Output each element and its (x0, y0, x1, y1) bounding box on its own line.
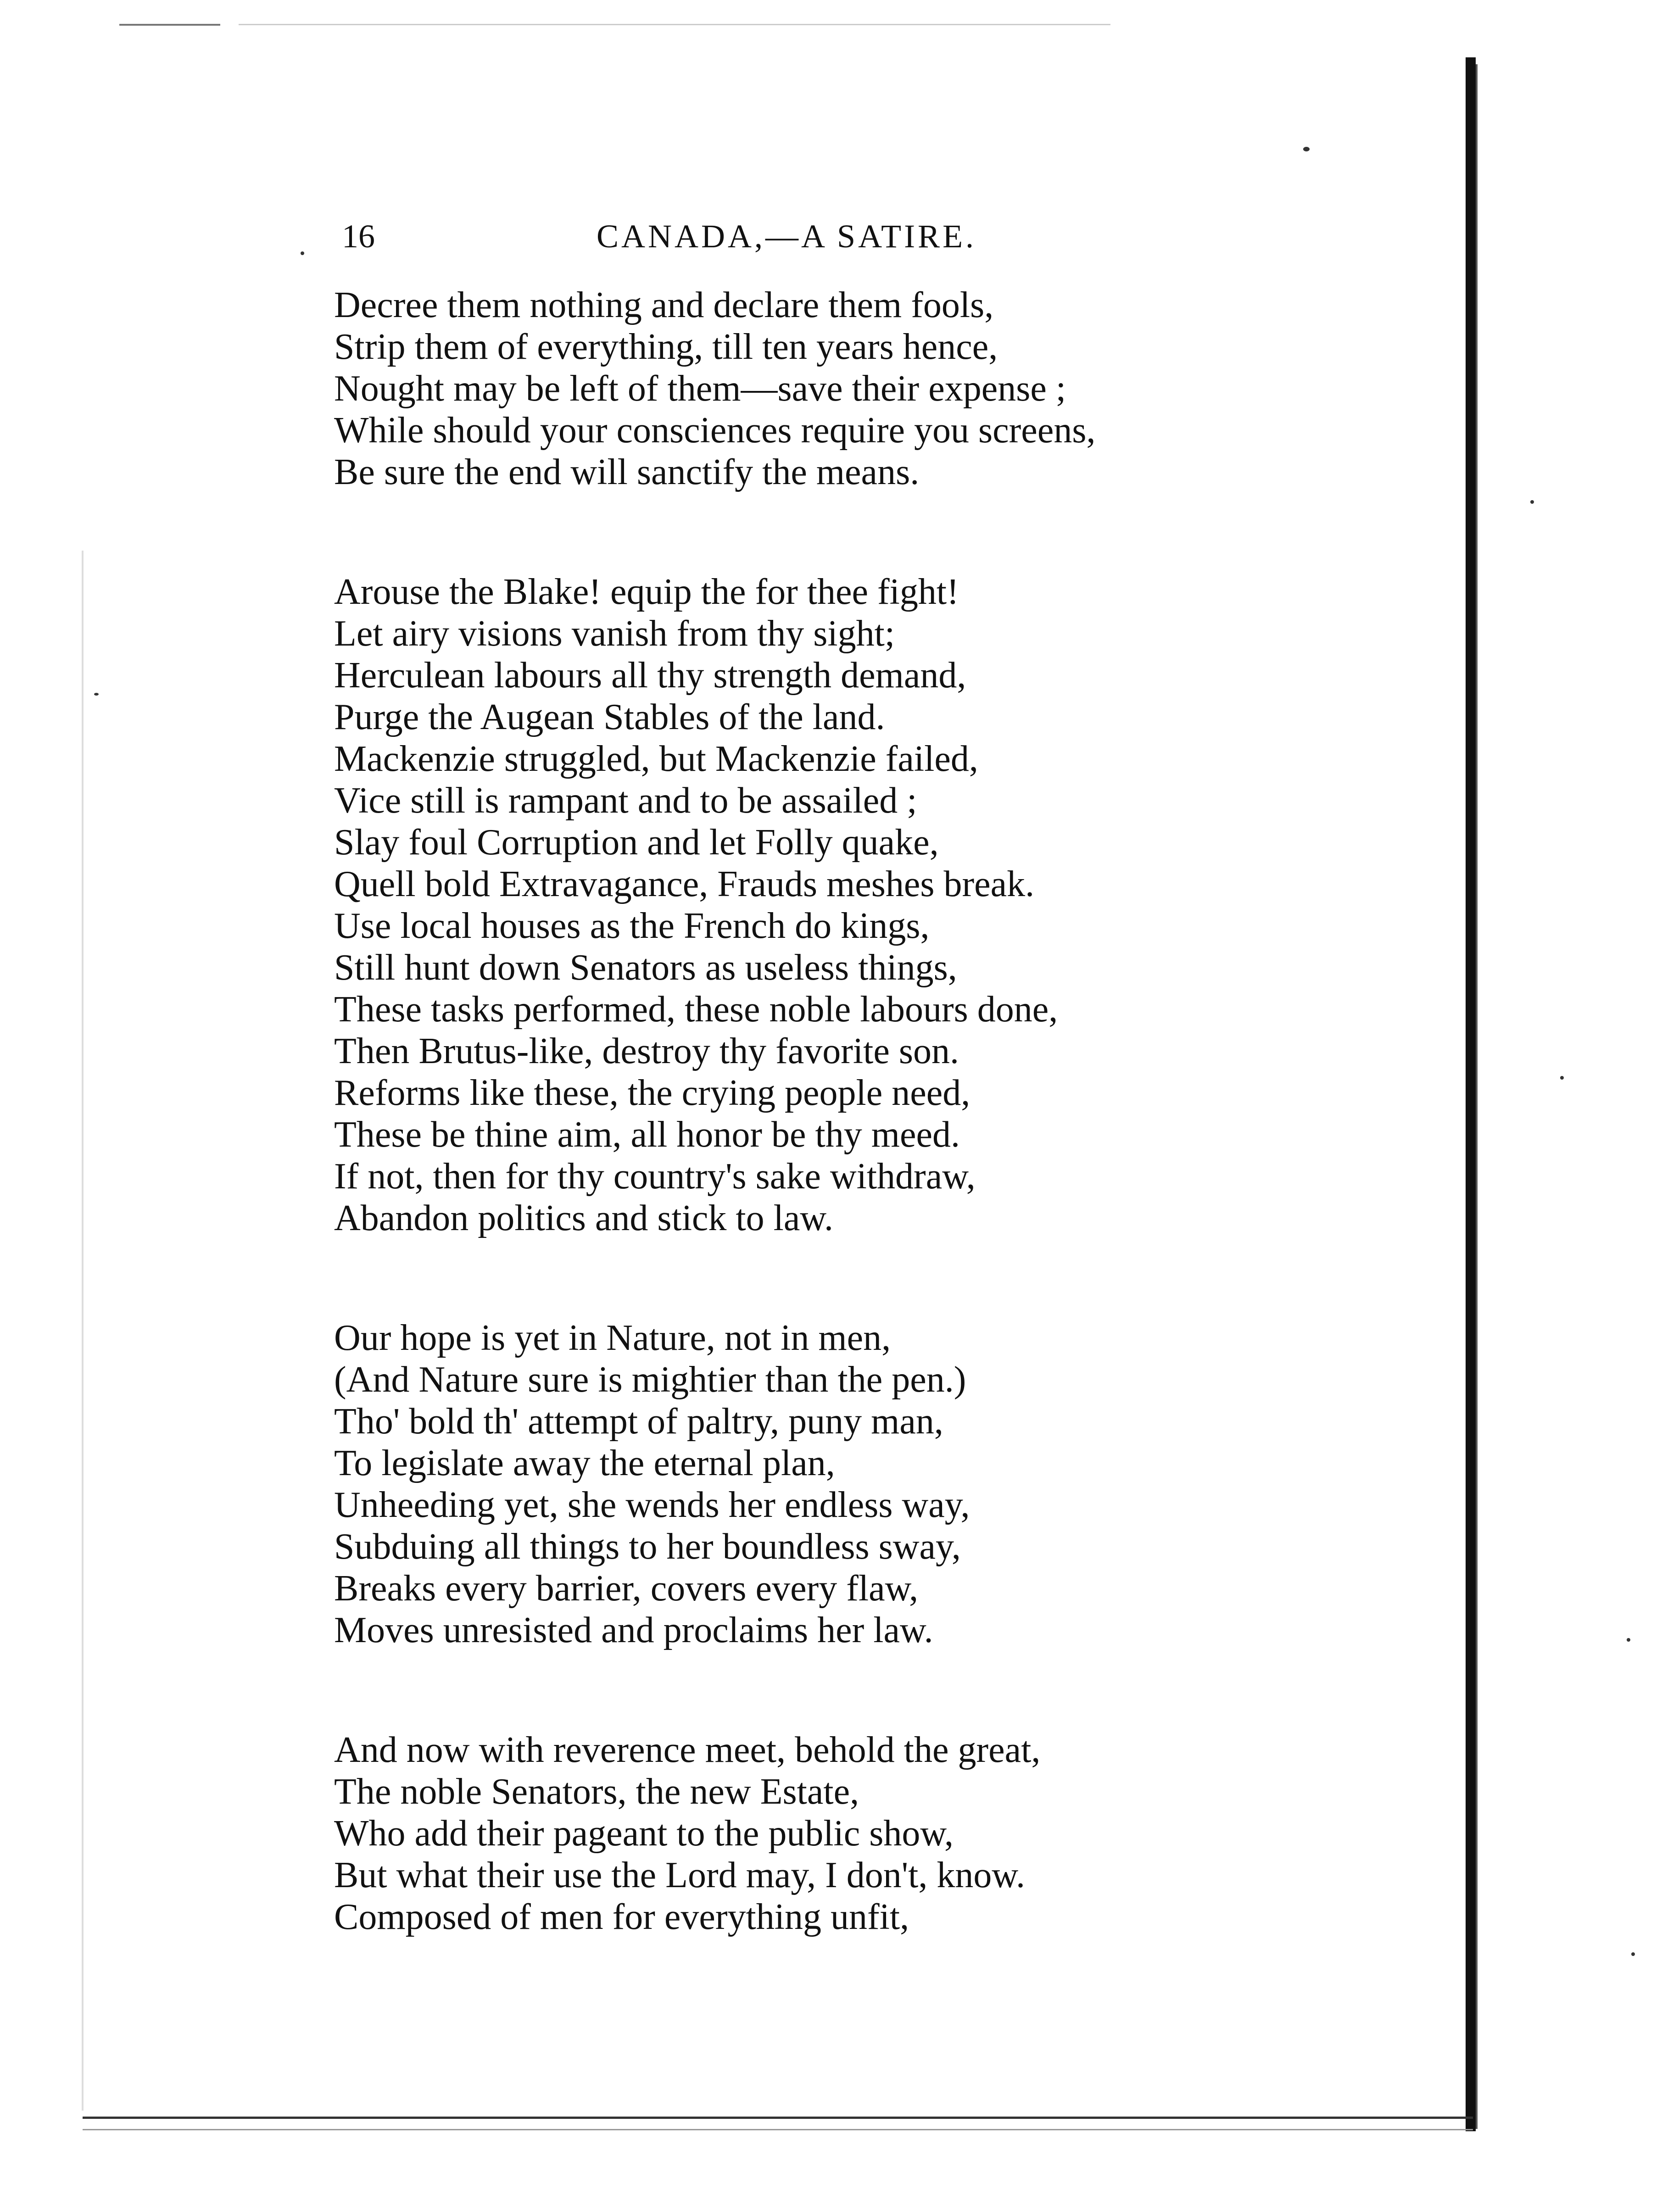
poem-line: Who add their pageant to the public show, (334, 1813, 954, 1854)
running-title: CANADA,—A SATIRE. (597, 218, 977, 255)
poem-line: Purge the Augean Stables of the land. (334, 697, 885, 737)
poem-line: Slay foul Corruption and let Folly quake, (334, 822, 939, 863)
stanza-3 (334, 1317, 1444, 1651)
poem-line: Herculean labours all thy strength demand, (334, 655, 966, 696)
poem-line: Our hope is yet in Nature, not in men, (334, 1318, 891, 1358)
poem-line: Use local houses as the French do kings, (334, 906, 930, 946)
scan-speck (1631, 1952, 1635, 1956)
scan-edge-top-faint (239, 24, 1110, 25)
poem-line: Still hunt down Senators as useless things, (334, 947, 957, 988)
page-number: 16 (342, 218, 375, 255)
scan-edge-right (1466, 57, 1476, 2131)
scan-edge-bottom (83, 2117, 1473, 2119)
poem-line: Abandon politics and stick to law. (334, 1198, 833, 1238)
poem-line: These be thine aim, all honor be thy meed. (334, 1114, 960, 1155)
scan-edge-top (119, 24, 220, 26)
poem-line: Subduing all things to her boundless sway, (334, 1527, 961, 1567)
scan-edge-left (82, 551, 84, 2111)
poem-line: Let airy visions vanish from thy sight; (334, 613, 895, 654)
stanza-4 (334, 1729, 1444, 1938)
poem-line: But what their use the Lord may, I don't, know. (334, 1855, 1025, 1895)
poem-line: Arouse the Blake! equip the for thee fight! (334, 572, 959, 612)
scan-edge-right-shadow (1476, 64, 1478, 2129)
running-head (342, 211, 1104, 262)
poem-line: Vice still is rampant and to be assailed ; (334, 780, 917, 821)
poem-line: Be sure the end will sanctify the means. (334, 452, 920, 492)
poem-body (334, 284, 1444, 1938)
poem-line: To legislate away the eternal plan, (334, 1443, 835, 1483)
poem-line: If not, then for thy country's sake withdraw, (334, 1156, 976, 1197)
poem-line: Nought may be left of them—save their expense ; (334, 368, 1066, 409)
poem-line: Unheeding yet, she wends her endless way, (334, 1485, 970, 1525)
poem-line: And now with reverence meet, behold the great, (334, 1730, 1041, 1770)
poem-line: Quell bold Extravagance, Frauds meshes break. (334, 864, 1035, 904)
scan-speck (301, 251, 304, 255)
scan-edge-bottom-faint (83, 2129, 1473, 2130)
poem-line: Tho' bold th' attempt of paltry, puny man, (334, 1401, 943, 1442)
stanza-1 (334, 284, 1444, 493)
poem-line: Then Brutus-like, destroy thy favorite son. (334, 1031, 959, 1071)
scan-speck (94, 693, 99, 696)
poem-line: Decree them nothing and declare them fools, (334, 285, 994, 325)
scan-speck (1627, 1638, 1630, 1642)
poem-line: Strip them of everything, till ten years hence, (334, 327, 998, 367)
poem-line: Reforms like these, the crying people need, (334, 1073, 970, 1113)
poem-line: Moves unresisted and proclaims her law. (334, 1610, 933, 1650)
scan-speck (1560, 1076, 1564, 1080)
poem-line: The noble Senators, the new Estate, (334, 1772, 859, 1812)
poem-line: These tasks performed, these noble labours done, (334, 989, 1058, 1030)
poem-line: Mackenzie struggled, but Mackenzie failed, (334, 739, 978, 779)
poem-line: Composed of men for everything unfit, (334, 1897, 909, 1937)
poem-line: While should your consciences require you screens, (334, 410, 1096, 451)
scan-speck (1530, 500, 1534, 504)
poem-line: (And Nature sure is mightier than the pen.) (334, 1360, 966, 1400)
poem-line: Breaks every barrier, covers every flaw, (334, 1568, 919, 1609)
stanza-2 (334, 571, 1444, 1239)
scan-speck (1303, 147, 1310, 151)
